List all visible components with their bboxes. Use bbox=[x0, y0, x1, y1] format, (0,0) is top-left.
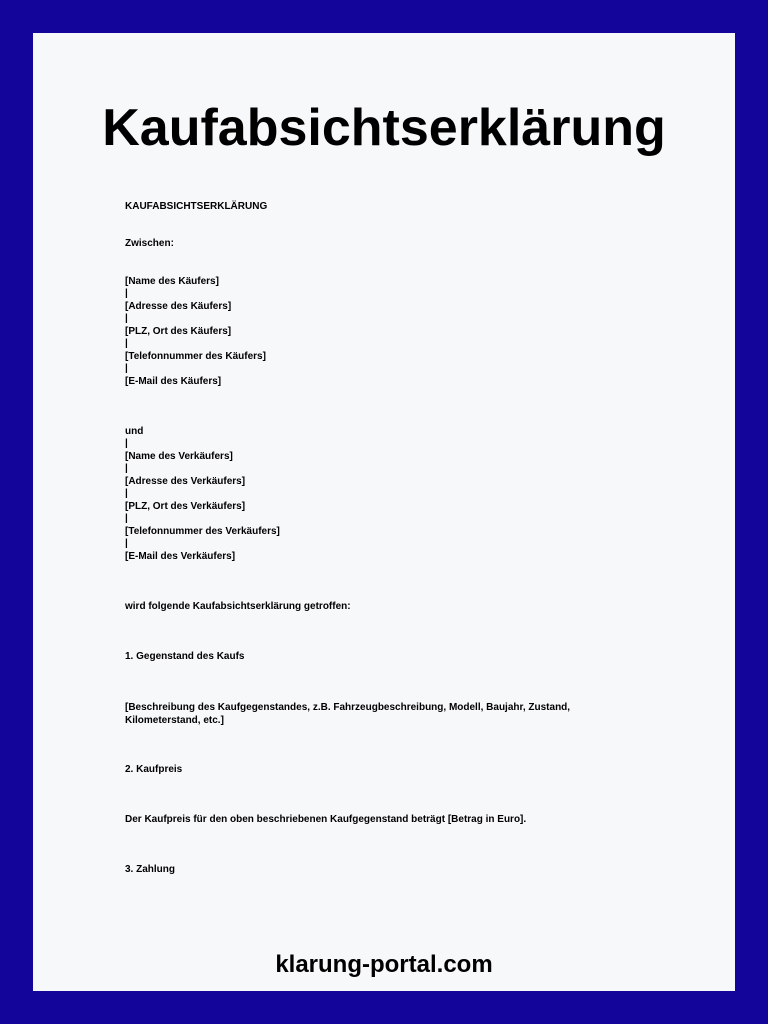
section-2-heading: 2. Kaufpreis bbox=[125, 764, 183, 775]
document-heading: KAUFABSICHTSERKLÄRUNG bbox=[125, 201, 268, 212]
separator: | bbox=[125, 513, 128, 524]
agreement-statement: wird folgende Kaufabsichtserklärung getroffen: bbox=[125, 601, 351, 612]
separator: | bbox=[125, 288, 128, 299]
section-2-text: Der Kaufpreis für den oben beschriebenen Kaufgegenstand beträgt [Betrag in Euro]. bbox=[125, 814, 527, 825]
buyer-city: [PLZ, Ort des Käufers] bbox=[125, 326, 232, 337]
buyer-email: [E-Mail des Käufers] bbox=[125, 376, 222, 387]
seller-email: [E-Mail des Verkäufers] bbox=[125, 551, 236, 562]
seller-city: [PLZ, Ort des Verkäufers] bbox=[125, 501, 246, 512]
buyer-phone: [Telefonnummer des Käufers] bbox=[125, 351, 266, 362]
buyer-address: [Adresse des Käufers] bbox=[125, 301, 232, 312]
seller-address: [Adresse des Verkäufers] bbox=[125, 476, 246, 487]
separator: | bbox=[125, 463, 128, 474]
section-1-heading: 1. Gegenstand des Kaufs bbox=[125, 651, 245, 662]
separator: | bbox=[125, 488, 128, 499]
footer-site-name: klarung-portal.com bbox=[275, 951, 493, 978]
buyer-name: [Name des Käufers] bbox=[125, 276, 219, 287]
separator: | bbox=[125, 338, 128, 349]
separator: | bbox=[125, 363, 128, 374]
seller-name: [Name des Verkäufers] bbox=[125, 451, 233, 462]
section-1-text: [Beschreibung des Kaufgegenstandes, z.B. Fahrzeugbeschreibung, Modell, Baujahr, Zustand, Kilometerstand, etc.] bbox=[125, 702, 571, 726]
section-3-heading: 3. Zahlung bbox=[125, 864, 175, 875]
separator: | bbox=[125, 313, 128, 324]
seller-phone: [Telefonnummer des Verkäufers] bbox=[125, 526, 280, 537]
separator: | bbox=[125, 538, 128, 549]
between-label: Zwischen: bbox=[125, 238, 174, 249]
separator: | bbox=[125, 438, 128, 449]
page-title: Kaufabsichtserklärung bbox=[102, 99, 666, 157]
and-label: und bbox=[125, 426, 144, 437]
